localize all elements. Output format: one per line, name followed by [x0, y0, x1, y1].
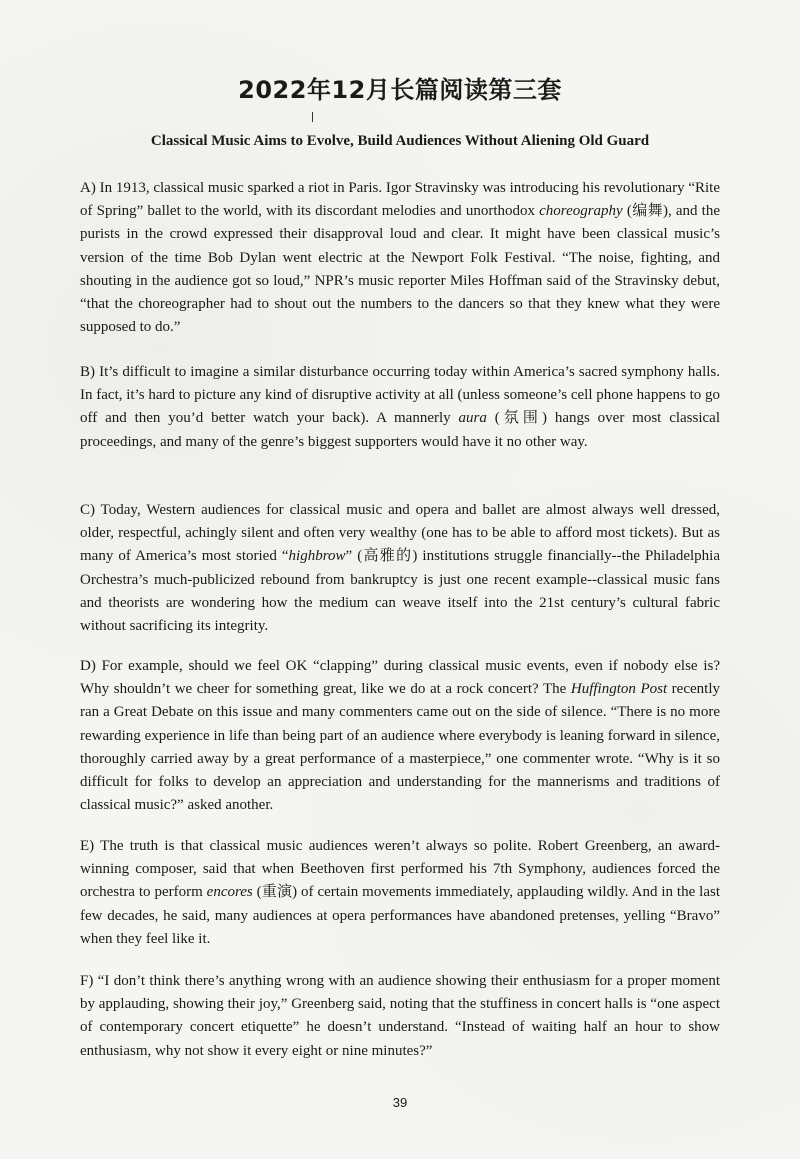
paragraph-b-term: aura — [458, 410, 487, 427]
paragraph-d-text-1: D) For example, should we feel OK “clapping” during classical music events, even if nobody else is? Why shouldn’t we cheer for something great, like we do at a rock concert? The — [80, 658, 720, 698]
stray-mark — [312, 112, 313, 122]
paragraph-c-term: highbrow — [288, 548, 346, 565]
paragraph-c-text-2: ” (高雅的) institutions struggle financially--the Philadelphia Orchestra’s much-publicized rebound from bankruptcy is just one recent example--classical music fans and theorists are wondering how the medium can weave itself into the 21st century’s cultural fabric without sacrificing its integrity. — [80, 548, 720, 635]
paragraph-b-text-1: B) It’s difficult to imagine a similar disturbance occurring today within America’s sacred symphony halls. In fact, it’s hard to picture any kind of disruptive activity at all (unless someone’s cell phone happens to go off and then you’d better watch your back). A mannerly — [80, 364, 720, 427]
paragraph-d — [80, 655, 720, 817]
paragraph-e-term: encores — [206, 884, 253, 901]
paragraph-e-text-1: E) The truth is that classical music audiences weren’t always so polite. Robert Greenberg, an award-winning composer, said that when Beethoven first performed his 7th Symphony, audiences forced the orchestra to perform — [80, 838, 720, 901]
paragraph-f-text-1: F) “I don’t think there’s anything wrong with an audience showing their enthusiasm for a proper moment by applauding, showing their joy,” Greenberg said, noting that the stuffiness in concert halls is “one aspect of contemporary concert etiquette” he doesn’t understand. “Instead of waiting half an hour to show enthusiasm, why not show it every eight or nine minutes?” — [80, 973, 720, 1059]
paragraph-a-text-2: (编舞), and the purists in the crowd expressed their disapproval loud and clear. It might have been classical music’s version of the time Bob Dylan went electric at the Newport Folk Festival. “The noise, fighting, and shouting in the audience got so loud,” NPR’s music reporter Miles Hoffman said of the Stravinsky debut, “that the choreographer had to shout out the numbers to the dancers so that they knew what they were supposed to do.” — [80, 203, 720, 336]
paragraph-a — [80, 177, 720, 339]
page-number: 39 — [392, 1095, 408, 1110]
paragraph-e-text-2: (重演) of certain movements immediately, applauding wildly. And in the last few decades, he said, many audiences at opera performances have abandoned pretenses, yelling “Bravo” when they feel like it. — [80, 884, 720, 947]
paragraph-c — [80, 499, 720, 638]
paragraph-d-text-2: recently ran a Great Debate on this issue and many commenters came out on the side of silence. “There is no more rewarding experience in life than being part of an audience where everybody is leaning forward in silence, thoroughly carried away by a great performance of a masterpiece,” one commenter wrote. “Why is it so difficult for folks to develop an appreciation and understanding for the mannerisms and traditions of classical music?” asked another. — [80, 681, 720, 814]
page-title: 2022年12月长篇阅读第三套 — [238, 76, 562, 104]
paragraph-d-term: Huffington Post — [570, 681, 668, 698]
paragraph-a-term: choreography — [539, 203, 623, 220]
article-title: Classical Music Aims to Evolve, Build Audiences Without Aliening Old Guard — [150, 133, 650, 149]
paragraph-b — [80, 361, 720, 454]
paragraph-e — [80, 835, 720, 951]
paragraph-f — [80, 970, 720, 1063]
paragraph-a-text-1: A) In 1913, classical music sparked a riot in Paris. Igor Stravinsky was introducing his revolutionary “Rite of Spring” ballet to the world, with its discordant melodies and unorthodox — [80, 180, 720, 220]
paragraph-c-text-1: C) Today, Western audiences for classical music and opera and ballet are almost always well dressed, older, respectful, achingly silent and often very wealthy (one has to be able to afford most tickets). But as many of America’s most storied “ — [80, 502, 720, 565]
paragraph-b-text-2: (氛围) hangs over most classical proceedings, and many of the genre’s biggest supporters would have it no other way. — [80, 410, 720, 450]
